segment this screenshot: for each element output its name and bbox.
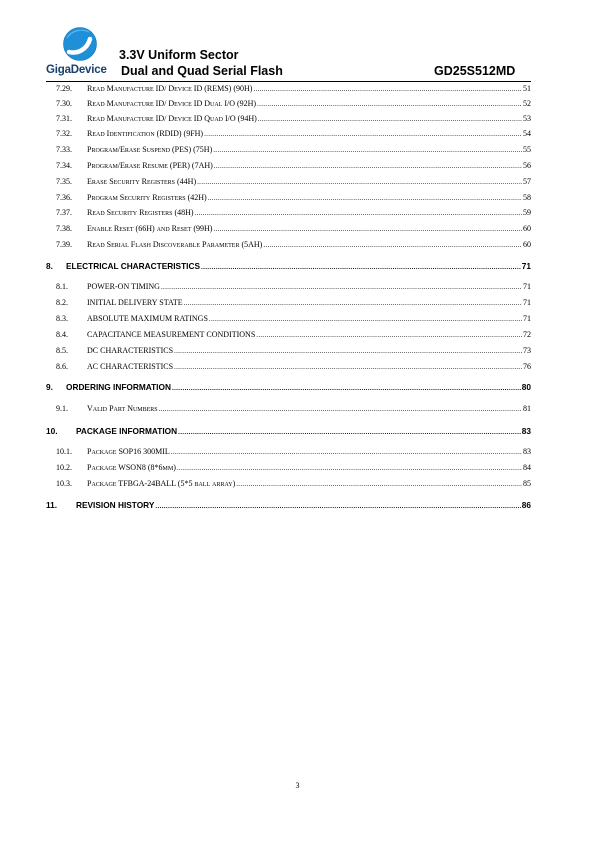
- toc-leader-dots: [161, 282, 522, 292]
- toc-entry-title: DC CHARACTERISTICS: [87, 346, 174, 355]
- toc-leader-dots: [184, 298, 522, 308]
- toc-leader-dots: [195, 208, 522, 218]
- toc-entry-number: 7.34.: [56, 161, 72, 170]
- toc-entry-page: 53: [523, 114, 531, 123]
- toc-entry-page: 71: [523, 282, 531, 291]
- toc-entry-page: 60: [523, 224, 531, 233]
- toc-entry[interactable]: [46, 330, 531, 342]
- toc-entry-number: 7.31.: [56, 114, 72, 123]
- toc-entry[interactable]: [46, 99, 531, 111]
- toc-entry-number: 7.33.: [56, 145, 72, 154]
- toc-entry-title: ABSOLUTE MAXIMUM RATINGS: [87, 314, 208, 323]
- gigadevice-logo-icon: [63, 26, 97, 62]
- toc-entry[interactable]: [46, 346, 531, 358]
- toc-entry-page: 60: [523, 240, 531, 249]
- toc-entry-title: Read Manufacture ID/ Device ID (REMS) (90H): [87, 84, 253, 93]
- toc-leader-dots: [174, 362, 522, 372]
- title-line-2: Dual and Quad Serial Flash: [121, 63, 283, 78]
- toc-entry-title: POWER-ON TIMING: [87, 282, 160, 291]
- toc-entry-number: 8.3.: [56, 314, 68, 323]
- header-rule: [46, 81, 531, 82]
- toc-leader-dots: [209, 314, 522, 324]
- toc-entry-title: Erase Security Registers (44H): [87, 177, 197, 186]
- toc-entry-page: 86: [521, 500, 531, 510]
- toc-leader-dots: [258, 114, 522, 124]
- toc-entry-number: 8.: [46, 261, 53, 271]
- toc-entry-number: 8.2.: [56, 298, 68, 307]
- toc-entry-page: 73: [523, 346, 531, 355]
- toc-entry-number: 9.: [46, 382, 53, 392]
- toc-entry-page: 81: [523, 404, 531, 413]
- toc-entry[interactable]: [46, 224, 531, 236]
- toc-entry-title: Package WSON8 (8*6mm): [87, 463, 176, 472]
- toc-leader-dots: [159, 404, 522, 414]
- logo-text: GigaDevice: [46, 64, 107, 76]
- toc-entry[interactable]: [46, 314, 531, 326]
- toc-section-entry[interactable]: [46, 382, 531, 394]
- toc-entry-page: 58: [523, 193, 531, 202]
- toc-entry-number: 8.1.: [56, 282, 68, 291]
- toc-entry-page: 76: [523, 362, 531, 371]
- toc-entry-title: REVISION HISTORY: [76, 500, 155, 510]
- toc-leader-dots: [174, 346, 522, 356]
- toc-entry-number: 10.: [46, 426, 58, 436]
- toc-entry-page: 83: [523, 447, 531, 456]
- toc-leader-dots: [197, 177, 522, 187]
- toc-entry-page: 55: [523, 145, 531, 154]
- toc-entry-number: 7.29.: [56, 84, 72, 93]
- toc-entry-title: PACKAGE INFORMATION: [76, 426, 178, 436]
- toc-entry-title: Read Manufacture ID/ Device ID Dual I/O (92H): [87, 99, 257, 108]
- page-header: [0, 0, 595, 84]
- toc-entry-number: 9.1.: [56, 404, 68, 413]
- toc-entry-title: Read Security Registers (48H): [87, 208, 194, 217]
- toc-entry-number: 11.: [46, 500, 58, 510]
- toc-entry[interactable]: [46, 404, 531, 416]
- toc-entry-page: 56: [523, 161, 531, 170]
- toc-entry-page: 57: [523, 177, 531, 186]
- toc-entry-title: Program Security Registers (42H): [87, 193, 207, 202]
- toc-leader-dots: [177, 463, 522, 473]
- toc-entry-number: 7.36.: [56, 193, 72, 202]
- toc-leader-dots: [256, 330, 522, 340]
- toc-entry-number: 8.5.: [56, 346, 68, 355]
- toc-entry[interactable]: [46, 362, 531, 374]
- toc-entry-page: 71: [523, 314, 531, 323]
- toc-entry-number: 10.2.: [56, 463, 72, 472]
- toc-entry-page: 71: [521, 261, 531, 271]
- toc-entry-title: INITIAL DELIVERY STATE: [87, 298, 183, 307]
- toc-leader-dots: [236, 479, 522, 489]
- toc-leader-dots: [201, 263, 521, 273]
- toc-entry-number: 7.39.: [56, 240, 72, 249]
- toc-entry-number: 7.32.: [56, 129, 72, 138]
- toc-leader-dots: [213, 224, 522, 234]
- toc-entry[interactable]: [46, 129, 531, 141]
- toc-entry-title: ORDERING INFORMATION: [66, 382, 171, 392]
- toc-entry-page: 51: [523, 84, 531, 93]
- toc-entry-page: 72: [523, 330, 531, 339]
- toc-section-entry[interactable]: [46, 426, 531, 438]
- toc-entry-number: 8.6.: [56, 362, 68, 371]
- toc-entry-page: 83: [521, 426, 531, 436]
- part-number: GD25S512MD: [434, 64, 516, 78]
- toc-entry-page: 54: [523, 129, 531, 138]
- toc-entry-page: 80: [521, 382, 531, 392]
- toc-section-entry[interactable]: [46, 261, 531, 273]
- toc-entry[interactable]: [46, 282, 531, 294]
- toc-section-entry[interactable]: [46, 500, 531, 512]
- toc-entry-title: Program/Erase Suspend (PES) (75H): [87, 145, 213, 154]
- toc-entry[interactable]: [46, 161, 531, 173]
- toc-entry-page: 85: [523, 479, 531, 488]
- gigadevice-logo: [46, 26, 118, 80]
- toc-entry-number: 7.30.: [56, 99, 72, 108]
- toc-entry-title: Program/Erase Resume (PER) (7AH): [87, 161, 213, 170]
- toc-entry-title: Read Identification (RDID) (9FH): [87, 129, 204, 138]
- toc-leader-dots: [253, 84, 522, 94]
- toc-entry[interactable]: [46, 177, 531, 189]
- toc-entry-title: Read Serial Flash Discoverable Parameter (5AH): [87, 240, 263, 249]
- toc-entry-number: 7.38.: [56, 224, 72, 233]
- toc-entry[interactable]: [46, 479, 531, 491]
- toc-entry[interactable]: [46, 240, 531, 252]
- toc-leader-dots: [178, 428, 521, 438]
- toc-entry-page: 71: [523, 298, 531, 307]
- toc-entry[interactable]: [46, 145, 531, 157]
- toc-entry-title: AC CHARACTERISTICS: [87, 362, 174, 371]
- toc-entry[interactable]: [46, 193, 531, 205]
- toc-leader-dots: [263, 240, 522, 250]
- toc-entry-page: 52: [523, 99, 531, 108]
- toc-leader-dots: [172, 384, 521, 394]
- title-line-1: 3.3V Uniform Sector: [119, 48, 239, 62]
- toc-entry[interactable]: [46, 298, 531, 310]
- toc-entry-page: 84: [523, 463, 531, 472]
- toc-entry-number: 10.3.: [56, 479, 72, 488]
- toc-entry-title: ELECTRICAL CHARACTERISTICS: [66, 261, 200, 271]
- toc-entry[interactable]: [46, 114, 531, 126]
- toc-entry-title: Package SOP16 300MIL: [87, 447, 170, 456]
- toc-entry[interactable]: [46, 84, 531, 96]
- toc-entry-number: 10.1.: [56, 447, 72, 456]
- toc-entry[interactable]: [46, 463, 531, 475]
- toc-entry-title: Package TFBGA-24BALL (5*5 ball array): [87, 479, 236, 488]
- toc-leader-dots: [213, 145, 522, 155]
- toc-entry-number: 7.35.: [56, 177, 72, 186]
- document-title: [119, 48, 283, 79]
- toc-entry-title: Valid Part Numbers: [87, 404, 158, 413]
- toc-entry[interactable]: [46, 447, 531, 459]
- toc-entry-number: 8.4.: [56, 330, 68, 339]
- toc-entry-title: Read Manufacture ID/ Device ID Quad I/O (94H): [87, 114, 257, 123]
- toc-entry[interactable]: [46, 208, 531, 220]
- toc-leader-dots: [204, 129, 522, 139]
- toc-leader-dots: [208, 193, 522, 203]
- toc-leader-dots: [155, 502, 520, 512]
- toc-leader-dots: [214, 161, 522, 171]
- toc-entry-title: Enable Reset (66H) and Reset (99H): [87, 224, 213, 233]
- page-number: 3: [295, 781, 300, 790]
- toc-entry-page: 59: [523, 208, 531, 217]
- toc-entry-number: 7.37.: [56, 208, 72, 217]
- toc-entry-title: CAPACITANCE MEASUREMENT CONDITIONS: [87, 330, 256, 339]
- toc-leader-dots: [171, 447, 522, 457]
- toc-leader-dots: [257, 99, 522, 109]
